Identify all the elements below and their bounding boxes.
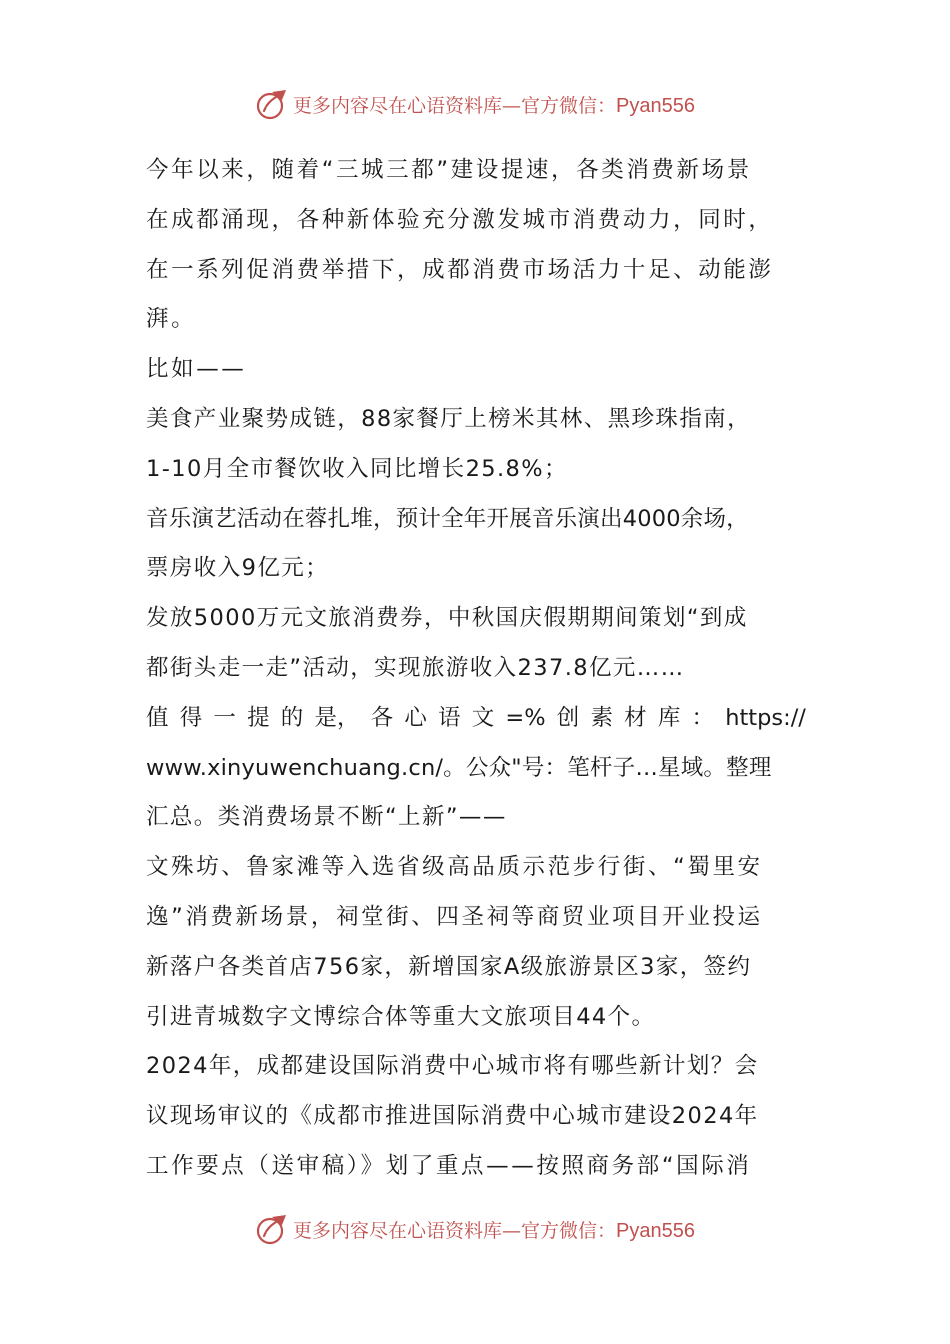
justified-token: 创 — [556, 704, 580, 731]
body-line: 发放5000万元文旅消费券，中秋国庆假期期间策划“到成 — [146, 605, 748, 632]
footer-banner-sub: —官方微信： — [502, 1219, 617, 1242]
body-line: 汇总。类消费场景不断“上新”—— — [146, 804, 507, 831]
header-banner-sub: —官方微信： — [502, 94, 617, 117]
footer-banner-main: 更多内容尽在心语资料库 — [293, 1219, 503, 1242]
header-banner-main: 更多内容尽在心语资料库 — [293, 94, 503, 117]
document-body — [146, 146, 806, 1192]
body-line: 今年以来，随着“三城三都”建设提速，各类消费新场景 — [146, 157, 752, 183]
justified-token: 一 — [213, 704, 236, 731]
justified-token: 材 — [624, 704, 647, 731]
body-line: 比如—— — [146, 356, 247, 383]
justified-token: ： — [691, 704, 715, 731]
body-line: www.xinyuwenchuang.cn/。公众"号：笔杆子…星域。整理 — [146, 754, 772, 781]
justified-token: 提 — [247, 704, 270, 731]
justified-token: 值 — [146, 704, 169, 731]
justified-token: 库 — [657, 704, 681, 731]
header-banner-text — [293, 91, 695, 118]
footer-banner — [0, 1211, 950, 1247]
footer-banner-text — [293, 1216, 695, 1243]
body-line: 湃。 — [146, 306, 197, 333]
header-banner — [0, 86, 950, 122]
body-line: 美食产业聚势成链，88家餐厅上榜米其林、黑珍珠指南， — [146, 405, 752, 432]
body-line: 在一系列促消费举措下，成都消费市场活力十足、动能澎 — [146, 256, 774, 283]
quill-seal-icon — [255, 87, 289, 121]
justified-token: 文 — [471, 704, 495, 731]
justified-token: 的 — [280, 704, 304, 731]
footer-banner-code: Pyan556 — [616, 1219, 695, 1242]
justified-token: 是， — [314, 704, 360, 731]
quill-seal-icon — [255, 1212, 289, 1246]
body-line: 工作要点（送审稿）》划了重点——按照商务部“国际消 — [146, 1152, 752, 1179]
body-line: 引进青城数字文博综合体等重大文旅项目44个。 — [146, 1003, 656, 1030]
body-line: 逸”消费新场景，祠堂街、四圣祠等商贸业项目开业投运 — [146, 903, 763, 930]
body-line: 票房收入9亿元； — [146, 555, 330, 582]
body-line: 议现场审议的《成都市推进国际消费中心城市建设2024年 — [146, 1103, 759, 1130]
body-line: 2024年，成都建设国际消费中心城市将有哪些新计划？会 — [146, 1053, 759, 1080]
body-line: 在成都涌现，各种新体验充分激发城市消费动力，同时， — [146, 206, 774, 233]
justified-token: 语 — [438, 704, 461, 731]
body-line: 1-10月全市餐饮收入同比增长25.8%； — [146, 455, 568, 482]
justified-token: 得 — [179, 704, 203, 731]
body-line: 新落户各类首店756家，新增国家A级旅游景区3家，签约 — [146, 953, 752, 980]
justified-token: =% — [505, 704, 546, 731]
justified-token: 心 — [404, 704, 427, 731]
header-banner-code: Pyan556 — [616, 94, 695, 117]
body-line: 文殊坊、鲁家滩等入选省级高品质示范步行街、“蜀里安 — [146, 854, 763, 881]
body-line: 都街头走一走”活动，实现旅游收入237.8亿元…… — [146, 654, 685, 681]
body-line: 音乐演艺活动在蓉扎堆，预计全年开展音乐演出4000余场， — [146, 505, 749, 532]
justified-token: https:// — [725, 704, 806, 731]
body-line-justified — [146, 694, 806, 744]
justified-token: 各 — [370, 704, 394, 731]
justified-token: 素 — [590, 704, 613, 731]
